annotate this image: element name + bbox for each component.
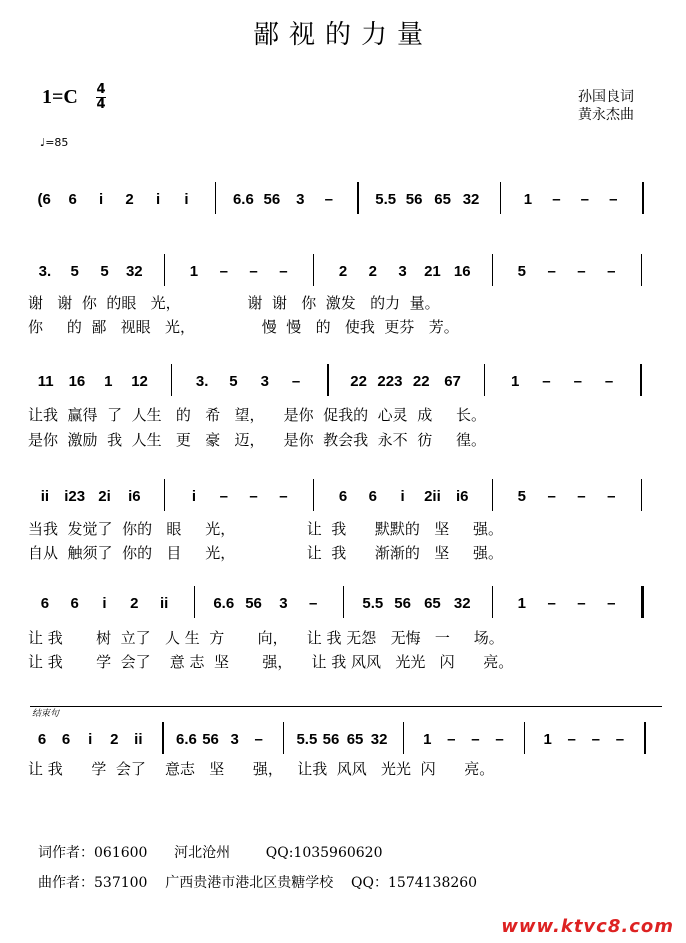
note: 56 xyxy=(245,595,262,612)
note: 6 xyxy=(40,595,50,612)
note: 3 xyxy=(398,263,407,280)
notation-row xyxy=(30,594,660,618)
note: 6 xyxy=(70,595,79,612)
time-sig-bottom: 4 xyxy=(96,97,106,112)
bar-line xyxy=(642,182,645,214)
note: – xyxy=(604,373,614,390)
bar-line xyxy=(524,722,525,754)
note: – xyxy=(219,263,228,280)
note: – xyxy=(279,488,288,505)
note: – xyxy=(615,731,625,748)
bar-line xyxy=(644,722,647,754)
note: i xyxy=(400,488,405,505)
note: 32 xyxy=(462,191,480,208)
bar-line xyxy=(641,586,644,618)
note: – xyxy=(447,731,456,748)
bar-line xyxy=(164,254,165,286)
note: 11 xyxy=(37,373,54,390)
note: i xyxy=(184,191,189,208)
note: 6 xyxy=(338,488,348,505)
note: 5 xyxy=(100,263,109,280)
note: – xyxy=(547,595,556,612)
note: i xyxy=(88,731,93,748)
bar-line xyxy=(283,722,284,754)
bar-line xyxy=(484,364,485,396)
time-sig-top: 4 xyxy=(96,82,106,97)
note: 6 xyxy=(61,731,71,748)
note: 5.5 xyxy=(375,191,397,208)
lyric-line: 你 的 鄙 视眼 光， 慢 慢 的 使我 更芬 芳。 xyxy=(28,318,459,336)
note: 22 xyxy=(350,373,367,390)
bar-line xyxy=(640,364,641,396)
notation-row xyxy=(30,730,660,754)
note: 2 xyxy=(130,595,139,612)
note: 1 xyxy=(189,263,199,280)
note: – xyxy=(577,263,586,280)
note: – xyxy=(495,731,504,748)
bar-line xyxy=(492,479,493,511)
note: 16 xyxy=(68,373,86,390)
bar-line xyxy=(171,364,172,396)
lyric-line: 是你 激励 我 人生 更 豪 迈， 是你 教会我 永不 彷 徨。 xyxy=(28,431,487,449)
lyric-line: 自从 触须了 你的 目 光， 让 我 渐渐的 坚 强。 xyxy=(28,544,504,562)
note: 2ii xyxy=(424,488,441,505)
note: 1 xyxy=(104,373,113,390)
note: 56 xyxy=(263,191,281,208)
ending-label: 结束句 xyxy=(32,709,60,719)
note: i23 xyxy=(64,488,86,505)
composer-credit: 黄永杰曲 xyxy=(578,107,634,123)
lyric-line: 当我 发觉了 你的 眼 光， 让 我 默默的 坚 强。 xyxy=(28,520,504,538)
bar-line xyxy=(215,182,216,214)
time-signature xyxy=(96,84,106,111)
note: 65 xyxy=(346,731,364,748)
note: 5 xyxy=(517,488,526,505)
note: – xyxy=(219,488,228,505)
note: – xyxy=(607,263,616,280)
bar-line xyxy=(641,254,642,286)
notation-row xyxy=(30,372,660,396)
bar-line xyxy=(492,586,493,618)
note: 56 xyxy=(405,191,423,208)
note: 3 xyxy=(279,595,288,612)
note: 3 xyxy=(230,731,239,748)
bar-line xyxy=(164,479,165,511)
note: – xyxy=(471,731,480,748)
note: (6 xyxy=(37,191,51,208)
note: 6 xyxy=(37,731,47,748)
note: 6 xyxy=(68,191,77,208)
notation-row xyxy=(30,262,660,286)
note: 2 xyxy=(110,731,119,748)
note: – xyxy=(254,731,263,748)
note: 6.6 xyxy=(176,731,197,748)
note: 5.5 xyxy=(362,595,384,612)
note: i xyxy=(99,191,104,208)
bar-line xyxy=(313,479,314,511)
note: 223 xyxy=(377,373,403,390)
site-watermark: www.ktvc8.com xyxy=(501,916,674,937)
notation-row xyxy=(30,487,660,511)
note: – xyxy=(573,373,582,390)
lyricist-info: 词作者：061600 河北沧州 QQ:1035960620 xyxy=(38,845,383,861)
note: i xyxy=(102,595,107,612)
note: 3 xyxy=(260,373,269,390)
note: – xyxy=(324,191,333,208)
note: – xyxy=(567,731,576,748)
note: 67 xyxy=(444,373,461,390)
ending-bracket xyxy=(30,706,662,707)
bar-line xyxy=(313,254,314,286)
note: – xyxy=(279,263,288,280)
note: 2 xyxy=(125,191,134,208)
note: 65 xyxy=(424,595,441,612)
note: i6 xyxy=(128,488,141,505)
note: – xyxy=(591,731,600,748)
note: – xyxy=(249,263,258,280)
note: 56 xyxy=(394,595,411,612)
bar-line xyxy=(343,586,344,618)
note: 2i xyxy=(98,488,111,505)
note: ii xyxy=(134,731,143,748)
song-title: 鄙视的力量 xyxy=(252,20,433,50)
bar-line xyxy=(162,722,163,754)
note: – xyxy=(309,595,318,612)
lyric-line: 谢 谢 你 的眼 光， 谢 谢 你 激发 的力 量。 xyxy=(28,294,440,312)
note: 56 xyxy=(202,731,219,748)
note: – xyxy=(607,488,616,505)
note: – xyxy=(291,373,301,390)
notation-row xyxy=(30,190,660,214)
lyric-line: 让 我 学 会了 意志 坚 强， 让我 风风 光光 闪 亮。 xyxy=(28,760,495,778)
bar-line xyxy=(357,182,358,214)
note: 6.6 xyxy=(232,191,254,208)
note: 2 xyxy=(338,263,348,280)
note: 6 xyxy=(368,488,377,505)
lyric-line: 让 我 树 立了 人 生 方 向， 让 我 无怨 无悔 一 场。 xyxy=(28,629,504,647)
note: – xyxy=(580,191,590,208)
note: 3. xyxy=(38,263,52,280)
note: 32 xyxy=(125,263,143,280)
note: ii xyxy=(40,488,50,505)
note: 5 xyxy=(517,263,526,280)
note: ii xyxy=(159,595,169,612)
note: – xyxy=(577,595,586,612)
note: 3 xyxy=(296,191,305,208)
tempo-marking: ♩=85 xyxy=(40,136,69,149)
note: 56 xyxy=(322,731,340,748)
note: i xyxy=(191,488,197,505)
note: 65 xyxy=(434,191,451,208)
note: 32 xyxy=(370,731,388,748)
note: 1 xyxy=(523,191,533,208)
note: 1 xyxy=(510,373,520,390)
lyric-line: 让 我 学 会了 意 志 坚 强， 让 我 风风 光光 闪 亮。 xyxy=(28,653,514,671)
note: i6 xyxy=(455,488,469,505)
composer-info: 曲作者：537100 广西贵港市港北区贵糖学校 QQ：1574138260 xyxy=(38,875,478,891)
note: 5 xyxy=(70,263,79,280)
bar-line xyxy=(327,364,328,396)
note: – xyxy=(547,263,556,280)
note: – xyxy=(547,488,556,505)
bar-line xyxy=(500,182,501,214)
note: 21 xyxy=(424,263,441,280)
note: – xyxy=(607,595,616,612)
bar-line xyxy=(641,479,642,511)
note: 16 xyxy=(453,263,471,280)
note: – xyxy=(542,373,551,390)
note: – xyxy=(552,191,561,208)
note: 6.6 xyxy=(213,595,235,612)
lyricist-credit: 孙国良词 xyxy=(578,89,634,105)
key-signature: 1=C xyxy=(42,86,78,108)
note: 1 xyxy=(543,731,552,748)
note: – xyxy=(249,488,258,505)
lyric-line: 让我 赢得 了 人生 的 希 望， 是你 促我的 心灵 成 长。 xyxy=(28,406,487,424)
bar-line xyxy=(403,722,404,754)
note: 12 xyxy=(131,373,148,390)
note: 1 xyxy=(423,731,432,748)
note: 22 xyxy=(412,373,430,390)
note: i xyxy=(155,191,161,208)
note: 32 xyxy=(453,595,471,612)
note: – xyxy=(577,488,586,505)
bar-line xyxy=(194,586,195,618)
note: – xyxy=(609,191,618,208)
note: 2 xyxy=(368,263,377,280)
note: 1 xyxy=(517,595,526,612)
note: 5 xyxy=(229,373,238,390)
bar-line xyxy=(492,254,493,286)
note: 5.5 xyxy=(296,731,318,748)
note: 3. xyxy=(195,373,209,390)
